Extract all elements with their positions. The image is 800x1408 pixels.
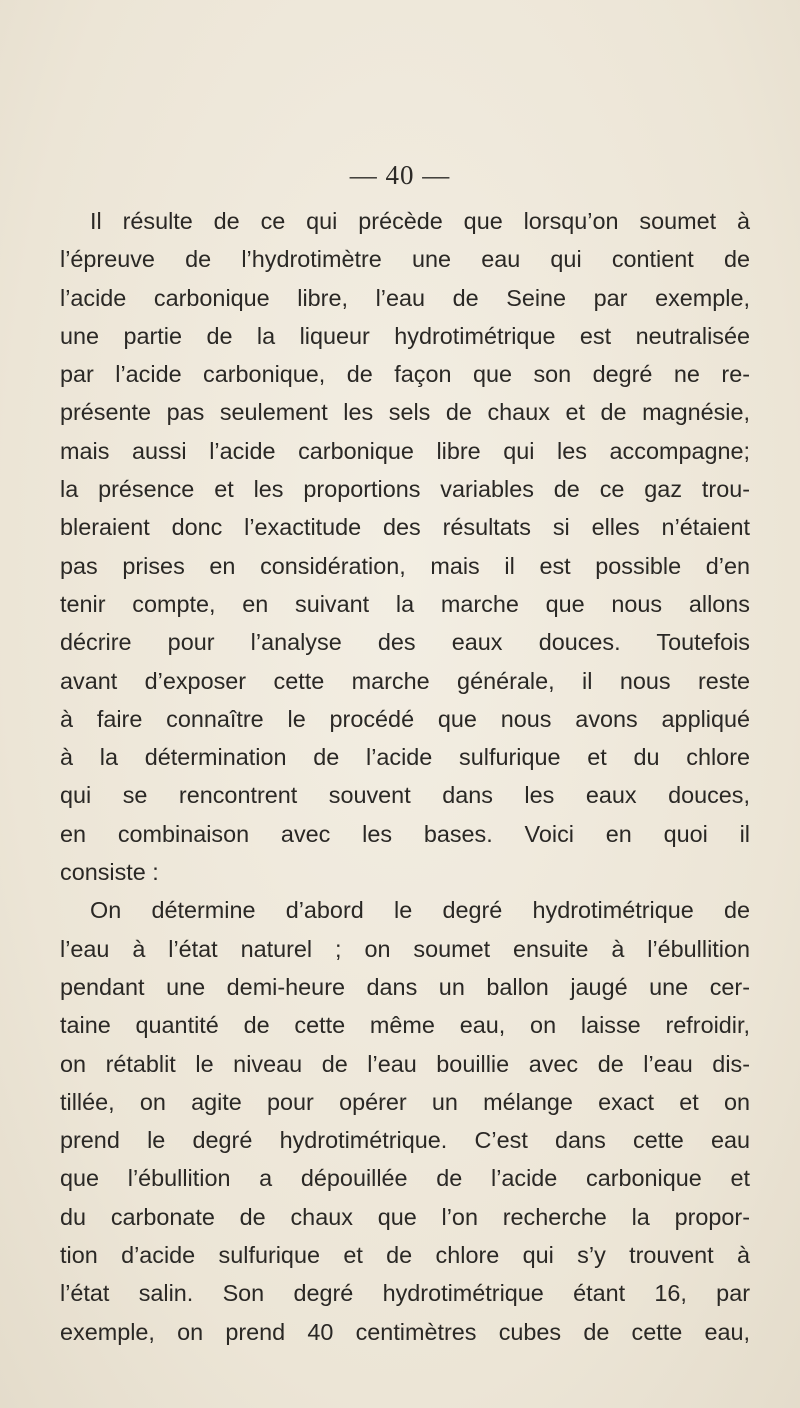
text-line: en combinaison avec les bases. Voici en quoi il (60, 820, 750, 847)
text-line: exemple, on prend 40 centimètres cubes de cette eau, (60, 1318, 750, 1345)
text-line: bleraient donc l’exactitude des résultats si elles n’étaient (60, 514, 750, 541)
text-line: taine quantité de cette même eau, on laisse refroidir, (60, 1012, 750, 1039)
text-line: présente pas seulement les sels de chaux et de magnésie, (60, 399, 750, 426)
text-line: la présence et les proportions variables de ce gaz trou- (60, 476, 750, 503)
text-line: à faire connaître le procédé que nous avons appliqué (60, 705, 750, 732)
text-line: consiste : (60, 859, 159, 886)
text-line: par l’acide carbonique, de façon que son degré ne re- (60, 361, 750, 388)
text-line: on rétablit le niveau de l’eau bouillie avec de l’eau dis- (60, 1050, 750, 1077)
text-line: prend le degré hydrotimétrique. C’est dans cette eau (60, 1127, 750, 1154)
text-line: On détermine d’abord le degré hydrotimétrique de (90, 897, 750, 924)
text-line: décrire pour l’analyse des eaux douces. Toutefois (60, 629, 750, 656)
text-line: qui se rencontrent souvent dans les eaux douces, (60, 782, 750, 809)
text-line: l’épreuve de l’hydrotimètre une eau qui contient de (60, 246, 750, 273)
text-line: tillée, on agite pour opérer un mélange exact et on (60, 1088, 750, 1115)
text-line: l’eau à l’état naturel ; on soumet ensuite à l’ébullition (60, 935, 750, 962)
text-line: que l’ébullition a dépouillée de l’acide carbonique et (60, 1165, 750, 1192)
body-text (60, 202, 750, 1351)
text-line: mais aussi l’acide carbonique libre qui les accompagne; (60, 437, 750, 464)
text-line: l’état salin. Son degré hydrotimétrique étant 16, par (60, 1280, 750, 1307)
text-line: Il résulte de ce qui précède que lorsqu’on soumet à (90, 208, 750, 234)
page-number: — 40 — (349, 160, 451, 190)
text-line: l’acide carbonique libre, l’eau de Seine par exemple, (60, 284, 750, 311)
text-line: à la détermination de l’acide sulfurique et du chlore (60, 744, 750, 771)
text-line: tenir compte, en suivant la marche que nous allons (60, 590, 750, 617)
text-line: du carbonate de chaux que l’on recherche la propor- (60, 1203, 750, 1230)
text-line: une partie de la liqueur hydrotimétrique est neutralisée (60, 322, 750, 349)
text-line: avant d’exposer cette marche générale, il nous reste (60, 667, 750, 694)
text-line: tion d’acide sulfurique et de chlore qui s’y trouvent à (60, 1242, 750, 1269)
text-line: pas prises en considération, mais il est possible d’en (60, 552, 750, 579)
text-line: pendant une demi-heure dans un ballon jaugé une cer- (60, 973, 750, 1000)
